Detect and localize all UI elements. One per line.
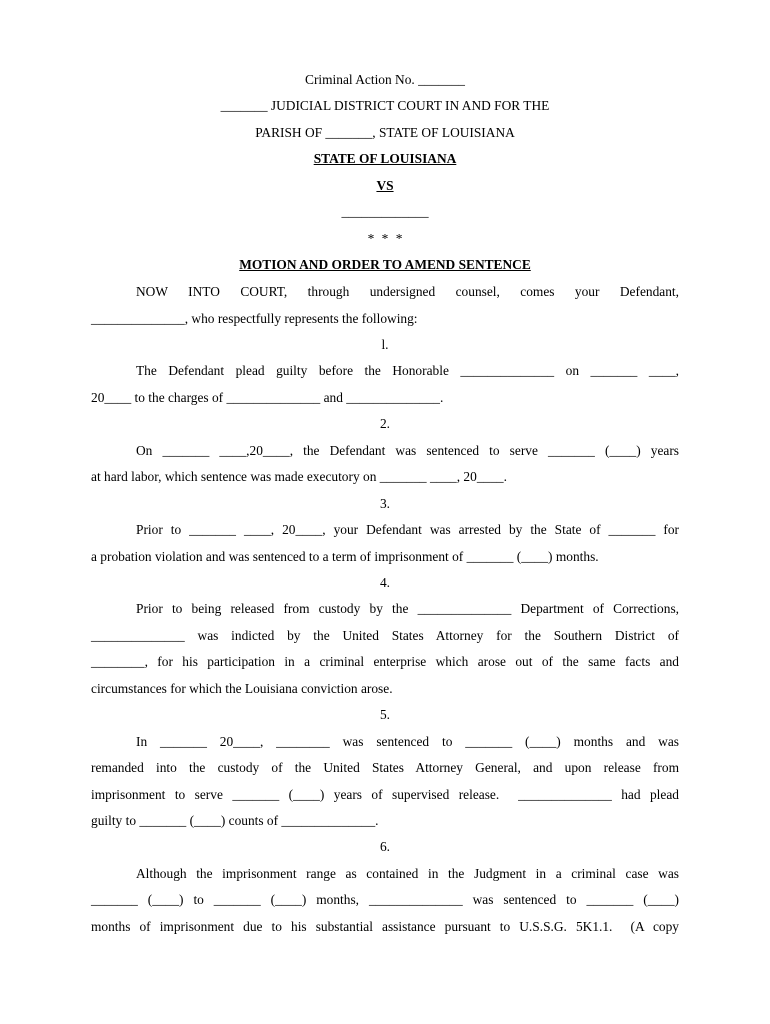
paragraph-5-line-4: guilty to _______ (____) counts of ______________. bbox=[91, 813, 379, 828]
paragraph-number-6: 6. bbox=[379, 839, 391, 854]
paragraph-1-line-1: The Defendant plead guilty before the Honorable ______________ on _______ ____, bbox=[136, 363, 679, 378]
intro-line-1: NOW INTO COURT, through undersigned counsel, comes your Defendant, bbox=[136, 284, 679, 299]
paragraph-3-line-2: a probation violation and was sentenced to a term of imprisonment of _______ (____) months. bbox=[91, 549, 599, 564]
paragraph-number-1: l. bbox=[381, 337, 389, 352]
paragraph-6-line-2: _______ (____) to _______ (____) months, ______________ was sentenced to _______ (____) bbox=[91, 892, 679, 907]
intro-line-2: ______________, who respectfully represents the following: bbox=[91, 311, 418, 326]
document-title: MOTION AND ORDER TO AMEND SENTENCE bbox=[239, 257, 531, 272]
paragraph-2-line-1: On _______ ____,20____, the Defendant was sentenced to serve _______ (____) years bbox=[136, 443, 679, 458]
paragraph-4-line-1: Prior to being released from custody by the ______________ Department of Corrections, bbox=[136, 601, 679, 616]
versus-label: VS bbox=[376, 178, 394, 193]
plaintiff-name: STATE OF LOUISIANA bbox=[313, 151, 457, 166]
paragraph-3-line-1: Prior to _______ ____, 20____, your Defendant was arrested by the State of _______ for bbox=[136, 522, 679, 537]
section-stars: * * * bbox=[367, 231, 403, 246]
criminal-action-number: Criminal Action No. _______ bbox=[305, 72, 465, 87]
paragraph-5-line-1: In _______ 20____, ________ was sentenced to _______ (____) months and was bbox=[136, 734, 679, 749]
court-name: _______ JUDICIAL DISTRICT COURT IN AND FOR THE bbox=[220, 98, 550, 113]
parish-state: PARISH OF _______, STATE OF LOUISIANA bbox=[255, 125, 515, 140]
paragraph-5-line-3: imprisonment to serve _______ (____) years of supervised release. ______________ had plead bbox=[91, 787, 679, 802]
paragraph-1-line-2: 20____ to the charges of ______________ and ______________. bbox=[91, 390, 444, 405]
paragraph-4-line-4: circumstances for which the Louisiana conviction arose. bbox=[91, 681, 393, 696]
paragraph-4-line-2: ______________ was indicted by the United States Attorney for the Southern District of bbox=[91, 628, 679, 643]
paragraph-number-2: 2. bbox=[379, 416, 391, 431]
paragraph-4-line-3: ________, for his participation in a criminal enterprise which arose out of the same facts and bbox=[91, 654, 679, 669]
paragraph-2-line-2: at hard labor, which sentence was made executory on _______ ____, 20____. bbox=[91, 469, 507, 484]
paragraph-6-line-1: Although the imprisonment range as contained in the Judgment in a criminal case was bbox=[136, 866, 679, 881]
paragraph-number-5: 5. bbox=[379, 707, 391, 722]
paragraph-6-line-3: months of imprisonment due to his substantial assistance pursuant to U.S.S.G. 5K1.1. (A copy bbox=[91, 919, 679, 934]
paragraph-number-4: 4. bbox=[379, 575, 391, 590]
paragraph-5-line-2: remanded into the custody of the United States Attorney General, and upon release from bbox=[91, 760, 679, 775]
paragraph-number-3: 3. bbox=[379, 496, 391, 511]
defendant-blank: _____________ bbox=[341, 204, 429, 219]
